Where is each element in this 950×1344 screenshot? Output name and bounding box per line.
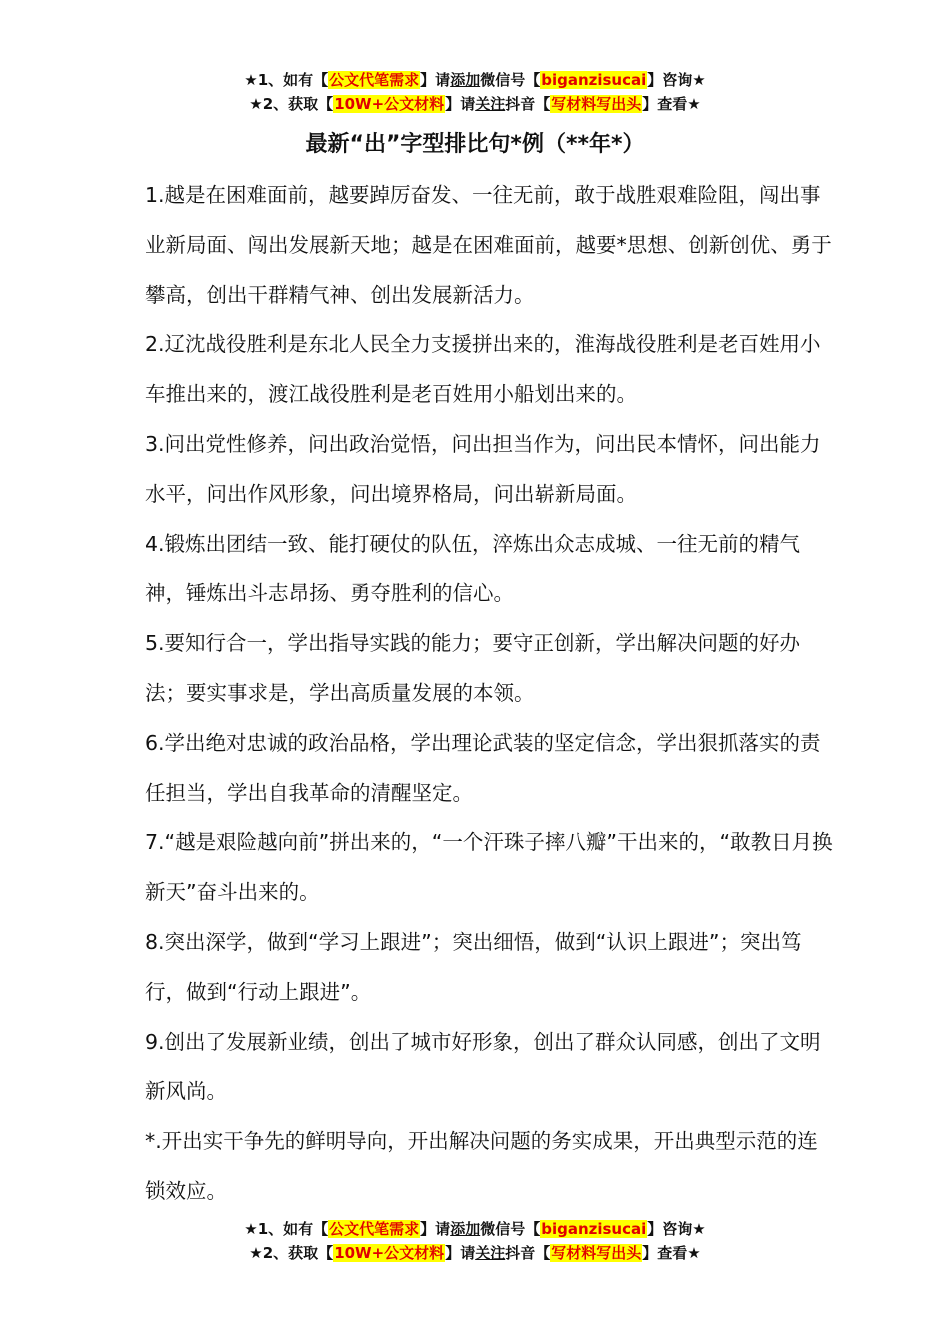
banner-underline: 添加 xyxy=(450,1220,481,1238)
wechat-id-highlight: biganzisucai xyxy=(541,71,647,89)
banner-text: 抖音【 xyxy=(505,95,551,113)
footer-banner xyxy=(0,1217,950,1265)
banner-highlight: 公文代笔需求 xyxy=(329,71,420,89)
banner-underline: 添加 xyxy=(450,71,481,89)
document-body xyxy=(145,171,835,1217)
banner-text: 】请 xyxy=(445,1244,476,1262)
paragraph-7: 7.“越是艰险越向前”拼出来的，“一个汗珠子摔八瓣”干出来的，“敢教日月换新天”奋斗出来的。 xyxy=(145,830,833,905)
paragraph-6: 6.学出绝对忠诚的政治品格，学出理论武装的坚定信念，学出狠抓落实的责任担当，学出自我革命的清醒坚定。 xyxy=(145,730,821,805)
paragraph-3: 3.问出党性修养，问出政治觉悟，问出担当作为，问出民本情怀，问出能力水平，问出作风形象，问出境界格局，问出崭新局面。 xyxy=(145,431,821,506)
banner-text: 】咨询★ xyxy=(647,1220,706,1238)
paragraph-10: *.开出实干争先的鲜明导向，开出解决问题的务实成果，开出典型示范的连锁效应。 xyxy=(145,1129,818,1203)
banner-text: 微信号【 xyxy=(480,71,541,89)
banner-text: ★1、如有【 xyxy=(244,71,329,89)
header-banner xyxy=(0,68,950,116)
paragraph-4: 4.锻炼出团结一致、能打硬仗的队伍，淬炼出众志成城、一往无前的精气神，锤炼出斗志昂扬、勇夺胜利的信心。 xyxy=(145,531,801,606)
banner-highlight: 10W+公文材料 xyxy=(334,95,445,113)
banner-text: 微信号【 xyxy=(480,1220,541,1238)
banner-text: 】请 xyxy=(420,1220,451,1238)
paragraph-1: 1.越是在困难面前，越要踔厉奋发、一往无前，敢于战胜艰难险阻，闯出事业新局面、闯出发展新天地；越是在困难面前，越要*思想、创新创优、勇于攀高，创出干群精气神、创出发展新活力。 xyxy=(145,183,832,307)
paragraph-2: 2.辽沈战役胜利是东北人民全力支援拼出来的，淮海战役胜利是老百姓用小车推出来的，渡江战役胜利是老百姓用小船划出来的。 xyxy=(145,332,821,407)
banner-text: 】查看★ xyxy=(642,1244,701,1262)
banner-text: 】查看★ xyxy=(642,95,701,113)
banner-line-1 xyxy=(0,68,950,92)
douyin-account-highlight: 写材料写出头 xyxy=(551,1244,642,1262)
douyin-account-highlight: 写材料写出头 xyxy=(551,95,642,113)
banner-text: 】咨询★ xyxy=(647,71,706,89)
banner-highlight: 公文代笔需求 xyxy=(329,1220,420,1238)
banner-underline: 关注 xyxy=(475,95,506,113)
paragraph-8: 8.突出深学，做到“学习上跟进”；突出细悟，做到“认识上跟进”；突出笃行，做到“行动上跟进”。 xyxy=(145,929,802,1004)
banner-line-2 xyxy=(0,1241,950,1265)
banner-text: ★2、获取【 xyxy=(249,1244,334,1262)
banner-text: 】请 xyxy=(445,95,476,113)
banner-text: ★1、如有【 xyxy=(244,1220,329,1238)
document-title: 最新“出”字型排比句*例（**年*） xyxy=(305,132,645,157)
banner-line-2 xyxy=(0,92,950,116)
banner-underline: 关注 xyxy=(475,1244,506,1262)
banner-highlight: 10W+公文材料 xyxy=(334,1244,445,1262)
banner-line-1 xyxy=(0,1217,950,1241)
paragraph-5: 5.要知行合一，学出指导实践的能力；要守正创新，学出解决问题的好办法；要实事求是，学出高质量发展的本领。 xyxy=(145,631,801,705)
wechat-id-highlight: biganzisucai xyxy=(541,1220,647,1238)
banner-text: ★2、获取【 xyxy=(249,95,334,113)
paragraph-9: 9.创出了发展新业绩，创出了城市好形象，创出了群众认同感，创出了文明新风尚。 xyxy=(145,1029,821,1104)
banner-text: 抖音【 xyxy=(505,1244,551,1262)
banner-text: 】请 xyxy=(420,71,451,89)
